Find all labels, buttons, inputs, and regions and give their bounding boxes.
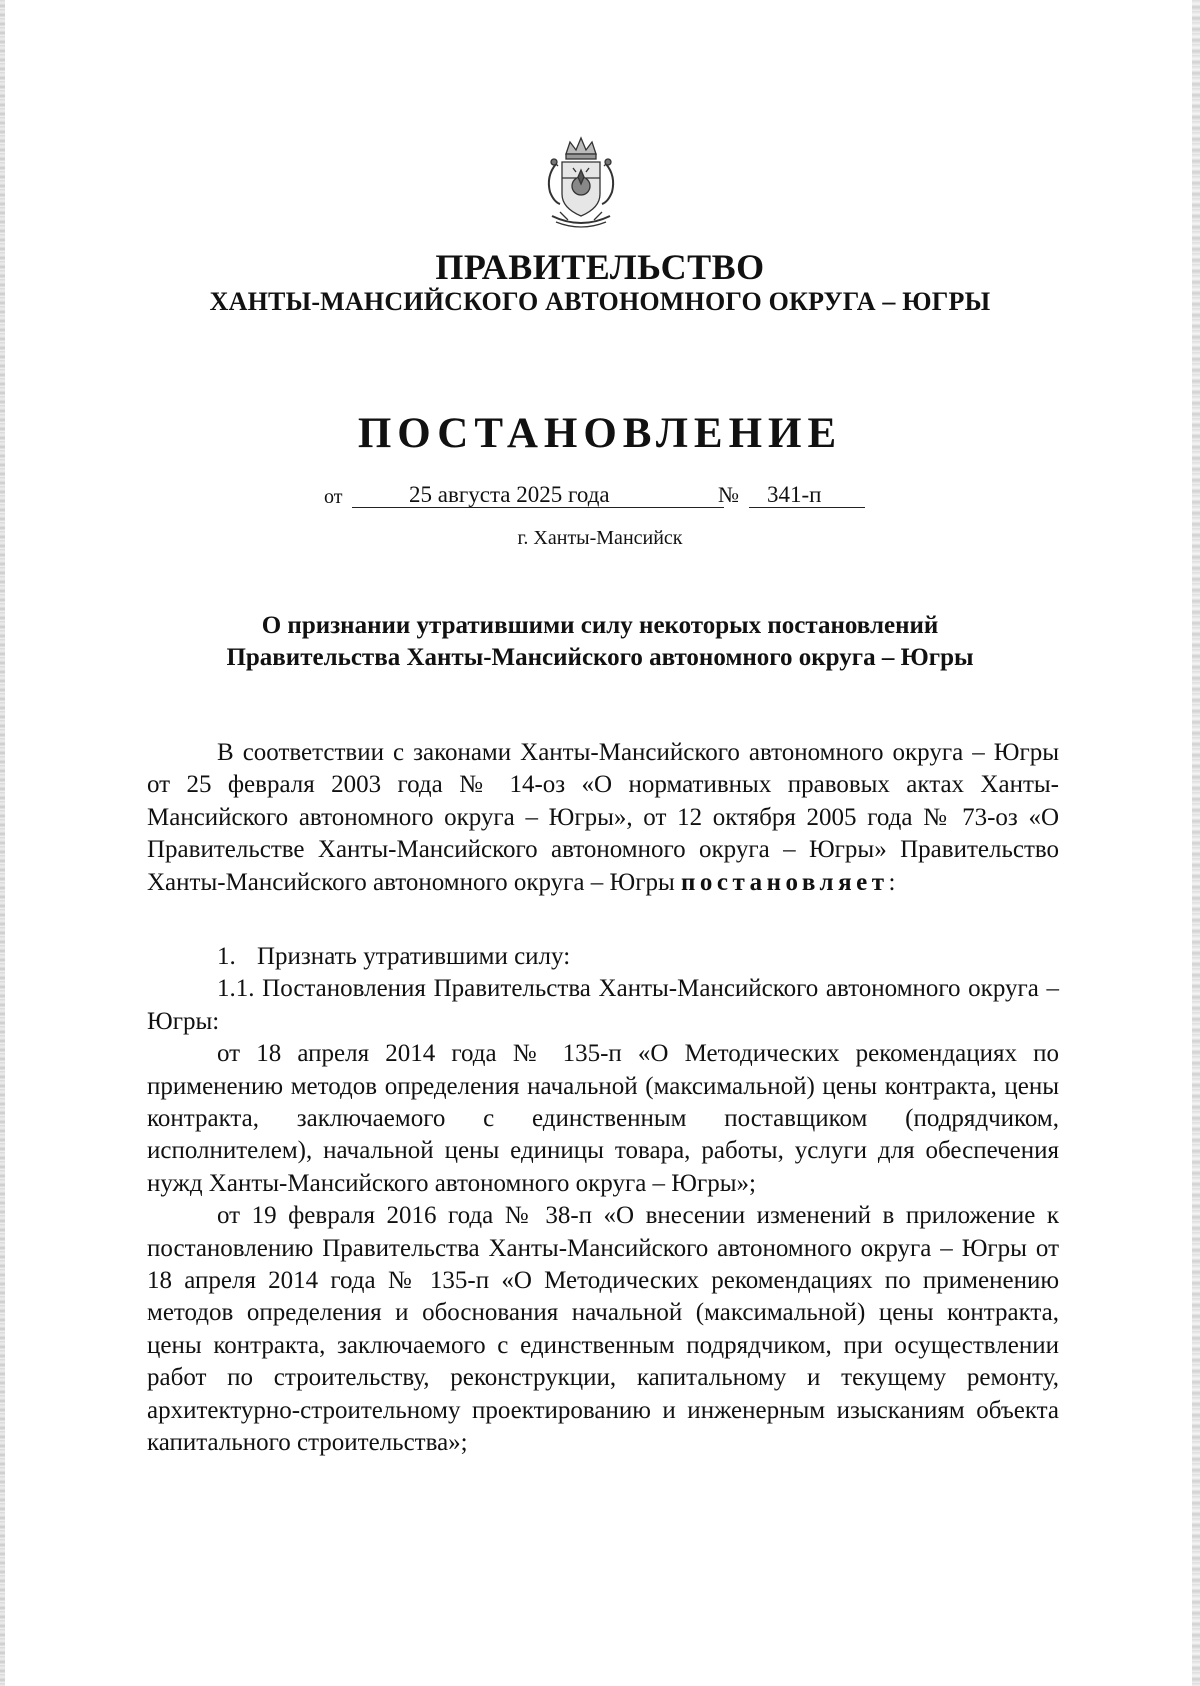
decisions-section: [147, 941, 1059, 1460]
registration-line: [324, 480, 884, 510]
preamble-section: [147, 737, 1059, 899]
decree-word: постановляет: [681, 868, 889, 896]
item-1-number: 1.: [217, 943, 236, 970]
subject-line-2: Правительства Ханты-Мансийского автономного округа – Югры: [226, 644, 974, 671]
region-title: ХАНТЫ-МАНСИЙСКОГО АВТОНОМНОГО ОКРУГА – ЮГРЫ: [209, 287, 991, 316]
item-1: [147, 941, 1059, 973]
preamble-text: В соответствии с законами Ханты-Мансийского автономного округа – Югры от 25 февраля 2003 года № 14-оз «О нормативных правовых актах Ханты-Мансийского автономного округа – Югры», от 12 октября 2005 года № 73-оз «О Правительстве Ханты-Мансийского автономного округа – Югры» Правительство Ханты-Мансийского автономного округа – Югры: [147, 739, 1059, 896]
document-number: 341-п: [749, 480, 865, 508]
coat-of-arms-emblem-icon: [538, 132, 624, 232]
document-date: 25 августа 2025 года: [352, 480, 724, 508]
subject-line-1: О признании утратившими силу некоторых постановлений: [261, 612, 939, 639]
preamble-paragraph: [147, 737, 1059, 899]
government-title: ПРАВИТЕЛЬСТВО: [435, 247, 765, 287]
repealed-decree-a: от 18 апреля 2014 года № 135-п «О Методических рекомендациях по применению методов определения начальной (максимальной) цены контракта, цены контракта, заключаемого с единственным поставщиком (подрядчиком, исполнителем), начальной цены единицы товара, работы, услуги для обеспечения нужд Ханты-Мансийского автономного округа – Югры»;: [147, 1040, 1059, 1197]
decree-colon: :: [888, 868, 896, 896]
city-name: г. Ханты-Мансийск: [517, 527, 683, 549]
item-1-1: 1.1. Постановления Правительства Ханты-Мансийского автономного округа – Югры:: [147, 975, 1059, 1035]
repealed-decree-b: от 19 февраля 2016 года № 38-п «О внесении изменений в приложение к постановлению Правительства Ханты-Мансийского автономного округа – Югры от 18 апреля 2014 года № 135-п «О Методических рекомендациях по применению методов определения и обоснования начальной (максимальной) цены контракта, цены контракта, заключаемого с единственным подрядчиком, при осуществлении работ по строительству, реконструкции, капитальному и текущему ремонту, архитектурно-строительному проектированию и инженерным изысканиям объекта капитального строительства»;: [147, 1202, 1059, 1457]
document-type-title: ПОСТАНОВЛЕНИЕ: [357, 410, 843, 457]
date-from-label: от: [324, 486, 343, 508]
document-subject: [150, 610, 1050, 674]
item-1-text: Признать утратившими силу:: [257, 943, 571, 970]
number-sign-label: №: [718, 482, 739, 507]
